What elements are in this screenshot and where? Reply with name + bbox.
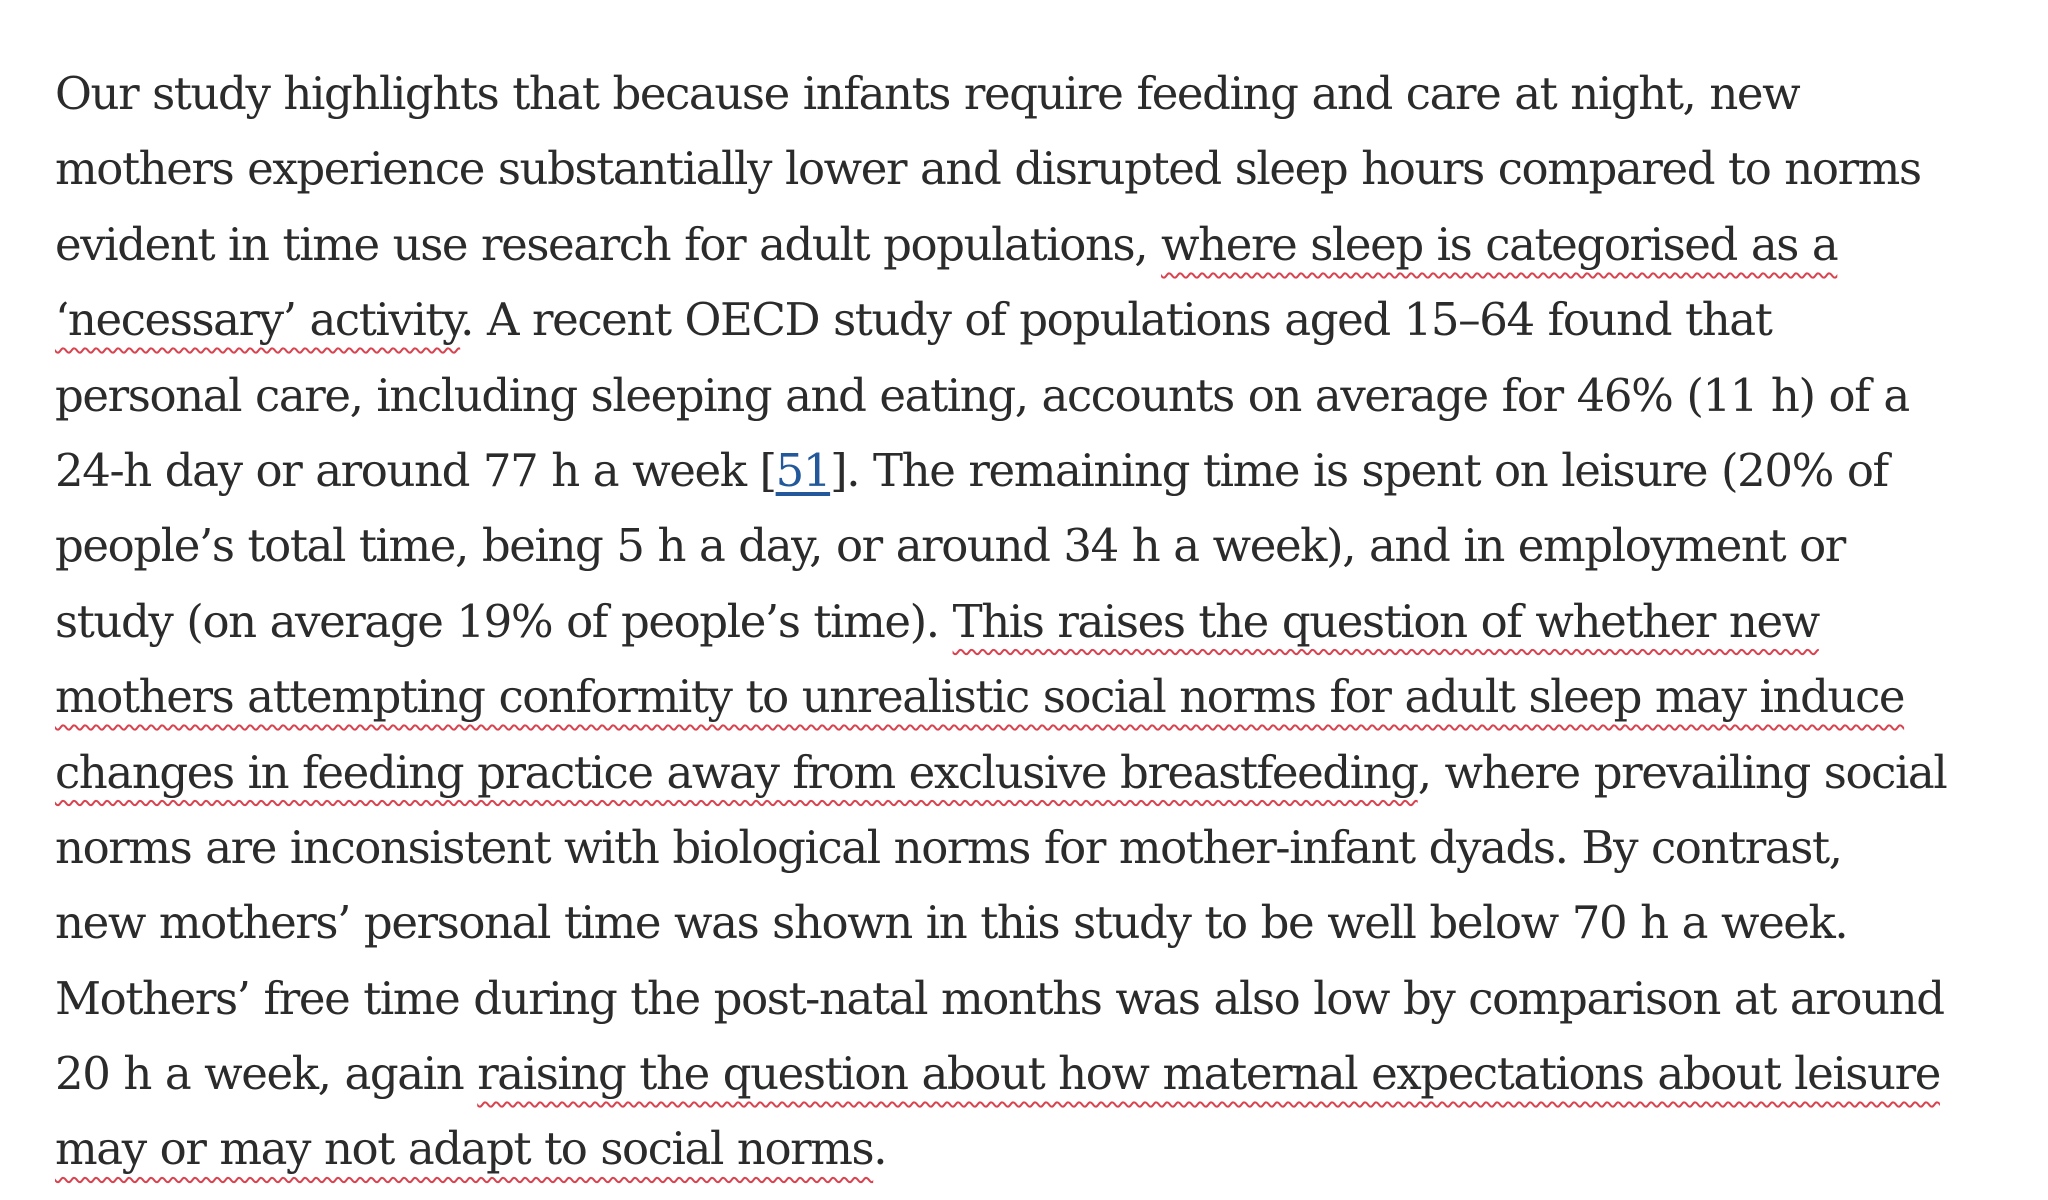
annotated-text: may or may not adapt to social norms: [55, 1122, 874, 1176]
text-line: [55, 885, 2015, 960]
annotated-text: changes in feeding practice away from exclusive breastfeeding: [55, 745, 1418, 799]
text-line: [55, 56, 2015, 131]
text-segment: 20 h a week, again: [55, 1047, 478, 1101]
text-line: [55, 961, 2015, 1036]
annotated-text: mothers attempting conformity to unrealistic social norms for adult sleep may induce: [55, 670, 1905, 724]
annotated-text: raising the question about how maternal expectations about leisure: [477, 1047, 1940, 1101]
text-line: [55, 1111, 2015, 1186]
text-line: [55, 810, 2015, 885]
text-line: [55, 282, 2015, 357]
text-line: [55, 131, 2015, 206]
text-line: [55, 433, 2015, 508]
annotated-text: ‘necessary’ activity: [55, 293, 461, 347]
text-line: [55, 735, 2015, 810]
text-segment: people’s total time, being 5 h a day, or around 34 h a week), and in employment or: [55, 519, 1845, 573]
text-segment: new mothers’ personal time was shown in this study to be well below 70 h a week.: [55, 896, 1848, 950]
text-segment: mothers experience substantially lower and disrupted sleep hours compared to norms: [55, 142, 1921, 196]
annotated-text: This raises the question of whether new: [952, 594, 1819, 648]
text-segment: Our study highlights that because infants require feeding and care at night, new: [55, 67, 1800, 120]
text-segment: norms are inconsistent with biological norms for mother-infant dyads. By contrast,: [55, 820, 1842, 874]
text-segment: 24-h day or around 77 h a week [: [55, 443, 776, 497]
text-segment: evident in time use research for adult populations,: [55, 217, 1162, 271]
text-line: [55, 1036, 2015, 1111]
text-segment: study (on average 19% of people’s time).: [55, 594, 953, 648]
text-segment: personal care, including sleeping and eating, accounts on average for 46% (11 h) of a: [55, 368, 1909, 422]
text-segment: , where prevailing social: [1417, 745, 1947, 799]
text-line: [55, 584, 2015, 659]
text-line: [55, 508, 2015, 583]
annotated-text: where sleep is categorised as a: [1161, 217, 1838, 271]
body-paragraph: [55, 56, 2015, 1187]
text-segment: Mothers’ free time during the post-natal months was also low by comparison at around: [55, 971, 1944, 1025]
text-line: [55, 358, 2015, 433]
citation-link[interactable]: 51: [775, 443, 831, 497]
text-segment: .: [873, 1122, 887, 1176]
text-line: [55, 659, 2015, 734]
text-segment: . A recent OECD study of populations aged 15–64 found that: [460, 293, 1772, 347]
text-segment: ]. The remaining time is spent on leisure (20% of: [830, 443, 1888, 497]
text-line: [55, 207, 2015, 282]
